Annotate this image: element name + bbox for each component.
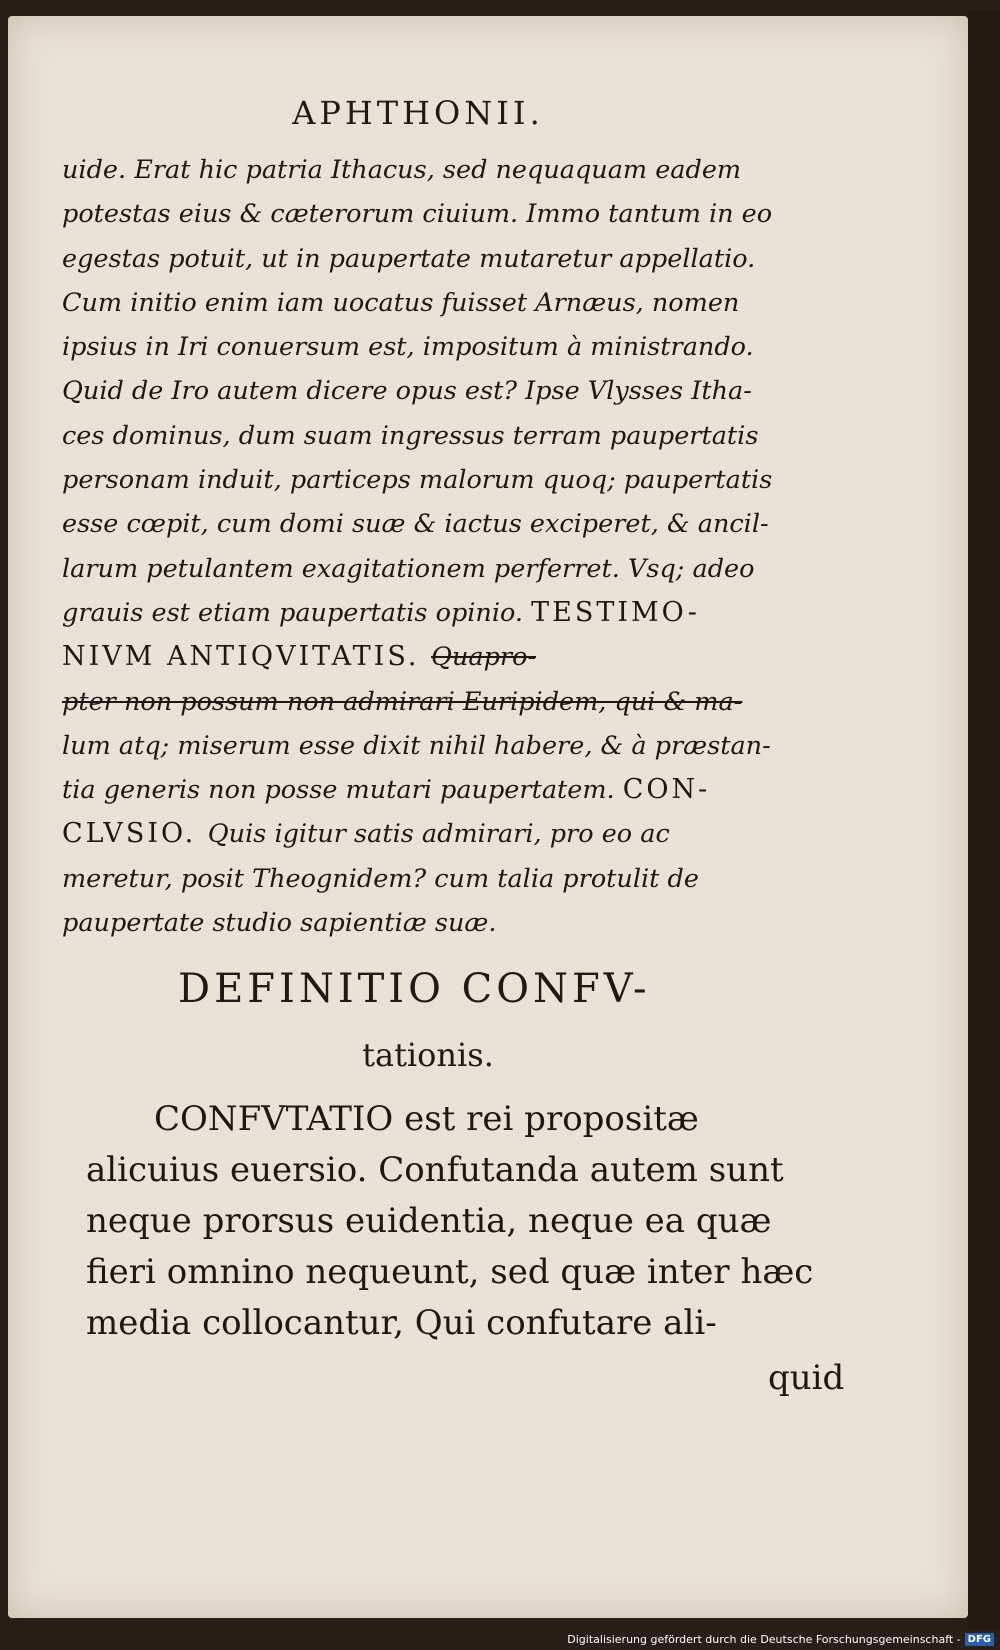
text-line: larum petulantem exagitationem perferret. Vsq; adeo: [62, 553, 755, 584]
text-line: egestas potuit, ut in paupertate mutaretur appellatio.: [62, 243, 756, 274]
text-line: grauis est etiam paupertatis opinio. TESTIMO-: [62, 596, 700, 628]
text-line: ipsius in Iri conuersum est, impositum à ministrando.: [62, 332, 754, 363]
section-title: DEFINITIO CONFV-: [178, 966, 651, 1012]
text-line: ces dominus, dum suam ingressus terram paupertatis: [62, 420, 759, 451]
caps-heading: CON-: [622, 774, 711, 806]
footer-text: Digitalisierung gefördert durch die Deutsche Forschungsgemeinschaft -: [567, 1633, 961, 1646]
footer-credit: [567, 1633, 994, 1646]
text-line: [62, 680, 862, 724]
text-line: lum atq; miserum esse dixit nihil habere, & à præstan-: [62, 730, 771, 761]
caps-heading: TESTIMO-: [531, 596, 700, 628]
text-line: [62, 635, 862, 679]
text-line: fieri omnino nequeunt, sed quæ inter hæc: [86, 1252, 814, 1292]
struck-text: Quapro-: [431, 642, 537, 673]
text-line: personam induit, particeps malorum quoq; paupertatis: [62, 465, 773, 496]
text-line: uide. Erat hic patria Ithacus, sed nequaquam eadem: [62, 155, 742, 185]
caps-heading: NIVM ANTIQVITATIS.: [62, 641, 432, 673]
text-line: media collocantur, Qui confutare ali-: [86, 1303, 717, 1343]
text-line: paupertate studio sapientiæ suæ.: [62, 908, 497, 939]
dfg-logo: DFG: [965, 1633, 994, 1646]
text-line: tia generis non posse mutari paupertatem. CON-: [62, 774, 711, 806]
roman-text-block: [86, 1094, 876, 1349]
text-line: Quid de Iro autem dicere opus est? Ipse Vlysses Itha-: [62, 376, 752, 407]
running-header: APHTHONII.: [292, 94, 544, 132]
text-line: esse cœpit, cum domi suæ & iactus exciperet, & ancil-: [62, 509, 769, 540]
text-line: Cum initio enim iam uocatus fuisset Arnæus, nomen: [62, 287, 740, 318]
text-line: alicuius euersio. Confutanda autem sunt: [86, 1150, 784, 1190]
catchword: quid: [768, 1358, 845, 1398]
text-line: meretur, posit Theognidem? cum talia protulit de: [62, 863, 699, 894]
text-line: potestas eius & cæterorum ciuium. Immo tantum in eo: [62, 199, 773, 230]
italic-text-block: [62, 148, 862, 945]
page-edge: [968, 10, 1000, 1630]
text-line: CLVSIO. Quis igitur satis admirari, pro eo ac: [62, 818, 670, 850]
text-line: neque prorsus euidentia, neque ea quæ: [86, 1201, 772, 1241]
book-page: [8, 16, 968, 1618]
struck-text: pter non possum non admirari Euripidem, qui & ma-: [62, 686, 743, 717]
text-line: CONFVTATIO est rei propositæ: [154, 1099, 699, 1139]
caps-heading: CLVSIO.: [62, 818, 208, 850]
section-subtitle: tationis.: [362, 1036, 494, 1074]
